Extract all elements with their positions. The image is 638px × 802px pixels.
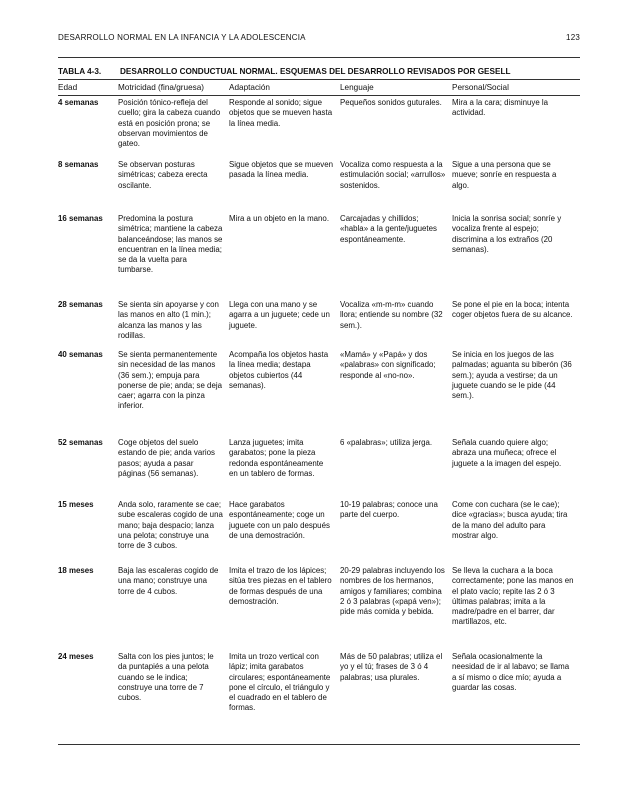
adaptation-cell: Mira a un objeto en la mano.: [229, 214, 330, 223]
language-cell: 10-19 palabras; conoce una parte del cuerpo.: [340, 500, 438, 520]
age-cell: 15 meses: [58, 500, 94, 509]
table-caption-text: DESARROLLO CONDUCTUAL NORMAL. ESQUEMAS DEL DESARROLLO REVISADOS POR GESELL: [120, 67, 511, 76]
motor-cell: Se observan posturas simétricas; cabeza erecta oscilante.: [118, 160, 208, 190]
adaptation-cell: Acompaña los objetos hasta la línea media; destapa objetos cubiertos (44 semanas).: [229, 350, 329, 390]
table-row: [58, 438, 580, 500]
motor-cell: Posición tónico-refleja del cuello; gira la cabeza cuando está en posición prona; se observan movimientos de gateo.: [118, 98, 221, 149]
language-cell: Más de 50 palabras; utiliza el yo y el tú; frases de 3 ó 4 palabras; usa plurales.: [340, 652, 443, 682]
language-cell: 6 «palabras»; utiliza jerga.: [340, 438, 433, 447]
language-cell: Vocaliza «m-m-m» cuando llora; entiende su nombre (32 sem.).: [340, 300, 443, 330]
running-title: DESARROLLO NORMAL EN LA INFANCIA Y LA ADOLESCENCIA: [58, 33, 306, 42]
table-top-rule: [58, 57, 580, 58]
column-header-motor: Motricidad (fina/gruesa): [118, 83, 205, 92]
column-header-adaptation: Adaptación: [229, 83, 270, 92]
social-cell: Sigue a una persona que se mueve; sonríe en respuesta a algo.: [452, 160, 557, 190]
social-cell: Se lleva la cuchara a la boca correctamente; pone las manos en el plato vacío; repite las 2 ó 3 últimas palabras; imita a la madre/padre en el barrer, dar martillazos, etc.: [452, 566, 574, 627]
age-cell: 18 meses: [58, 566, 94, 575]
adaptation-cell: Hace garabatos espontáneamente; coge un juguete con un palo después de una demostración.: [229, 500, 330, 540]
adaptation-cell: Lanza juguetes; imita garabatos; pone la pieza redonda espontáneamente en un tablero de formas.: [229, 438, 324, 478]
age-cell: 8 semanas: [58, 160, 99, 169]
adaptation-cell: Responde al sonido; sigue objetos que se mueven hasta la línea media.: [229, 98, 333, 128]
column-header-age: Edad: [58, 83, 78, 92]
table-row: [58, 566, 580, 652]
social-cell: Se pone el pie en la boca; intenta coger objetos fuera de su alcance.: [452, 300, 573, 320]
adaptation-cell: Imita el trazo de los lápices; sitúa tres piezas en el tablero de formas después de una demostración.: [229, 566, 332, 606]
table-row: [58, 98, 580, 160]
column-header-language: Lenguaje: [340, 83, 374, 92]
motor-cell: Salta con los pies juntos; le da puntapiés a una pelota cuando se le indica; construye una torre de 7 cubos.: [118, 652, 214, 703]
age-cell: 28 semanas: [58, 300, 103, 309]
adaptation-cell: Sigue objetos que se mueven pasada la línea media.: [229, 160, 333, 180]
age-cell: 4 semanas: [58, 98, 99, 107]
social-cell: Se inicia en los juegos de las palmadas; aguanta su biberón (36 sem.); ayuda a vestirse; da un juguete cuando se le pide (44 sem.).: [452, 350, 572, 401]
language-cell: Carcajadas y chillidos; «habla» a la gente/juguetes espontáneamente.: [340, 214, 437, 244]
column-header-social: Personal/Social: [452, 83, 509, 92]
table-row: [58, 214, 580, 300]
age-cell: 16 semanas: [58, 214, 103, 223]
page-number: 123: [566, 33, 580, 42]
motor-cell: Baja las escaleras cogido de una mano; construye una torre de 4 cubos.: [118, 566, 219, 596]
running-header: [58, 33, 580, 45]
motor-cell: Se sienta sin apoyarse y con las manos en alto (1 min.); alcanza las manos y las rodillas.: [118, 300, 219, 340]
age-cell: 52 semanas: [58, 438, 103, 447]
table-row: [58, 350, 580, 438]
social-cell: Inicia la sonrisa social; sonríe y vocaliza frente al espejo; discrimina a los extraños (20 semanas).: [452, 214, 562, 254]
development-table: [58, 98, 580, 722]
social-cell: Señala cuando quiere algo; abraza una muñeca; ofrece el juguete a la imagen del espejo.: [452, 438, 562, 468]
social-cell: Mira a la cara; disminuye la actividad.: [452, 98, 549, 118]
language-cell: 20-29 palabras incluyendo los nombres de los hermanos, amigos y familiares; combina 2 ó 3 palabras («papá ven»); pide más comida y bebida.: [340, 566, 445, 617]
table-caption: [58, 67, 580, 76]
table-row: [58, 300, 580, 350]
adaptation-cell: Llega con una mano y se agarra a un juguete; cede un juguete.: [229, 300, 330, 330]
table-row: [58, 500, 580, 566]
table-bottom-rule: [58, 744, 580, 745]
header-rule: [58, 95, 580, 96]
table-label: TABLA 4-3.: [58, 67, 102, 76]
table-row: [58, 652, 580, 722]
table-row: [58, 160, 580, 214]
motor-cell: Predomina la postura simétrica; mantiene la cabeza balanceándose; las manos se encuentran en la línea media; se da la vuelta para tumbarse.: [118, 214, 223, 275]
language-cell: Vocaliza como respuesta a la estimulación social; «arrullos» sostenidos.: [340, 160, 446, 190]
caption-rule: [58, 79, 580, 80]
social-cell: Señala ocasionalmente la neesidad de ir al labavo; se llama a sí mismo o dice mío; ayuda a guardar las cosas.: [452, 652, 570, 692]
language-cell: Pequeños sonidos guturales.: [340, 98, 442, 107]
motor-cell: Coge objetos del suelo estando de pie; anda varios pasos; ayuda a pasar páginas (56 semanas).: [118, 438, 215, 478]
age-cell: 24 meses: [58, 652, 94, 661]
language-cell: «Mamá» y «Papá» y dos «palabras» con significado; responde al «no-no».: [340, 350, 436, 380]
social-cell: Come con cuchara (se le cae); dice «gracias»; busca ayuda; tira de la mano del adulto para mostrar algo.: [452, 500, 568, 540]
adaptation-cell: Imita un trozo vertical con lápiz; imita garabatos circulares; espontáneamente pone el círculo, el triángulo y el cuadrado en el tablero de formas.: [229, 652, 331, 713]
motor-cell: Se sienta permanentemente sin necesidad de las manos (36 sem.); empuja para ponerse de pie; anda; se deja caer; agarra con la pinza inferior.: [118, 350, 222, 411]
motor-cell: Anda solo, raramente se cae; sube escaleras cogido de una mano; baja despacio; lanza una pelota; construye una torre de 3 cubos.: [118, 500, 223, 551]
age-cell: 40 semanas: [58, 350, 103, 359]
